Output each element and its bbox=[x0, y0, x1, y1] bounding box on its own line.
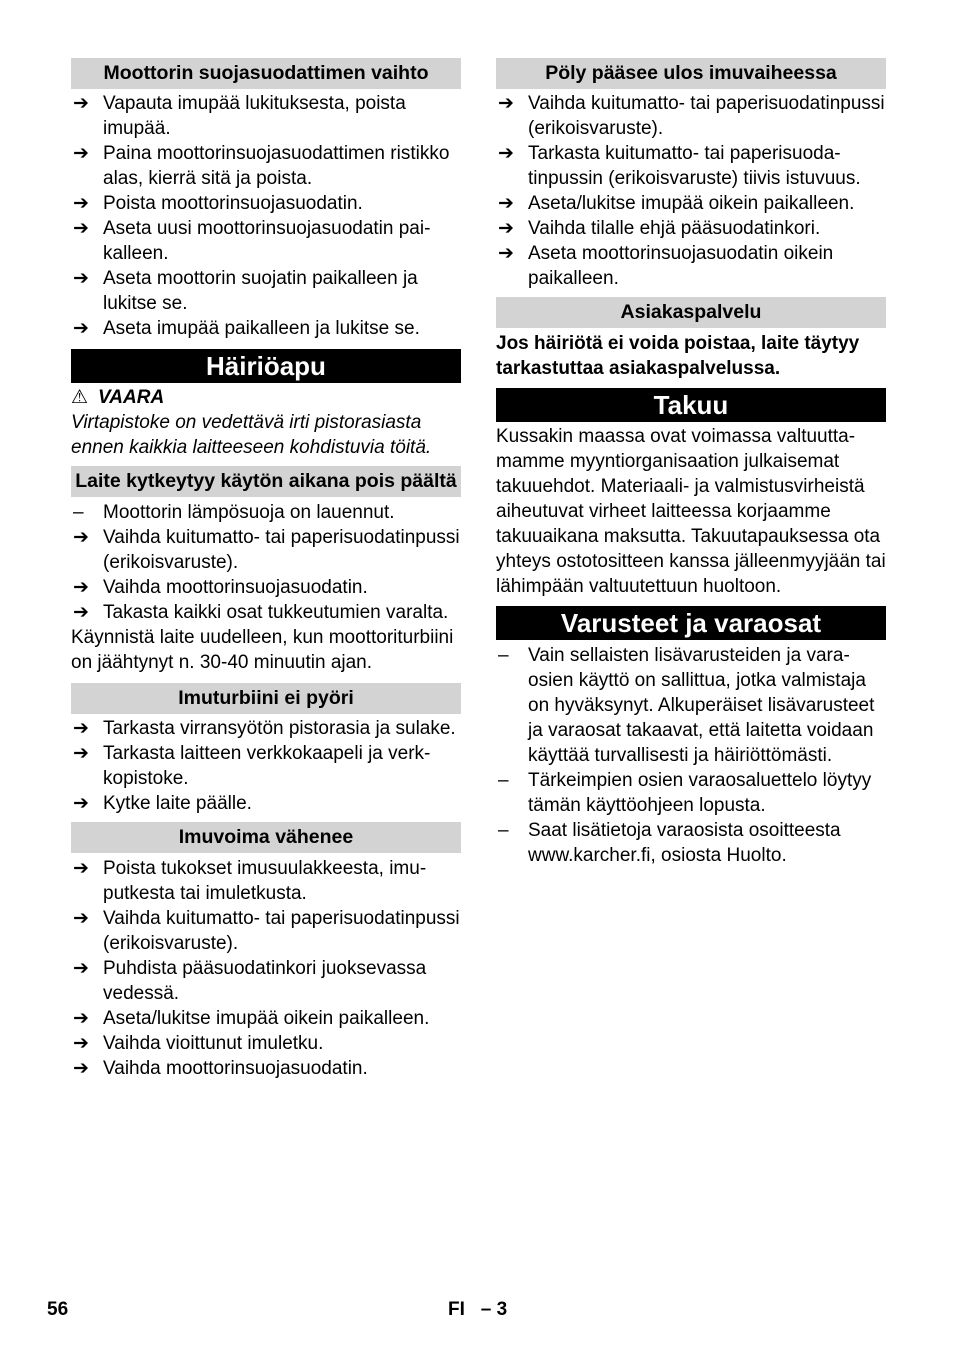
section-heading-dust: Pöly pääsee ulos imuvaiheessa bbox=[496, 58, 886, 89]
right-column bbox=[496, 58, 886, 868]
suction-steps bbox=[71, 856, 461, 1081]
list-item: ➔ Poista tukokset imusuulakkeesta, imuputkesta tai imuletkusta. bbox=[73, 858, 427, 904]
section-heading-turbine: Imuturbiini ei pyöri bbox=[71, 683, 461, 714]
arrow-icon: ➔ bbox=[73, 718, 89, 739]
arrow-icon: ➔ bbox=[73, 193, 89, 214]
list-item: ➔ Aseta imupää paikalleen ja lukitse se. bbox=[73, 318, 420, 339]
list-item: – Tärkeimpien osien varaosaluettelo löytyy tämän käyttöohjeen lopusta. bbox=[498, 770, 872, 816]
arrow-icon: ➔ bbox=[73, 1008, 89, 1029]
dash-marker: – bbox=[73, 502, 84, 523]
list-item: ➔ Paina moottorinsuojasuodattimen ristikko alas, kierrä sitä ja poista. bbox=[73, 143, 450, 189]
arrow-icon: ➔ bbox=[73, 743, 89, 764]
arrow-icon: ➔ bbox=[73, 958, 89, 979]
list-item: ➔ Vaihda kuitumatto- tai paperisuodatinpussi (erikoisvaruste). bbox=[73, 908, 460, 954]
list-item: ➔ Vaihda tilalle ehjä pääsuodatinkori. bbox=[498, 218, 821, 239]
list-item: ➔ Aseta moottorinsuojasuodatin oikein paikalleen. bbox=[498, 243, 834, 289]
arrow-icon: ➔ bbox=[498, 93, 514, 114]
list-item: ➔ Aseta/lukitse imupää oikein paikalleen. bbox=[498, 193, 855, 214]
left-column bbox=[71, 58, 461, 1081]
arrow-icon: ➔ bbox=[73, 218, 89, 239]
list-item: – Saat lisätietoja varaosista osoitteesta www.karcher.fi, osiosta Huolto. bbox=[498, 820, 841, 866]
list-item: ➔ Poista moottorinsuojasuodatin. bbox=[73, 193, 363, 214]
arrow-icon: ➔ bbox=[73, 318, 89, 339]
warning-title: ⚠ VAARA bbox=[71, 387, 165, 408]
arrow-icon: ➔ bbox=[498, 218, 514, 239]
heading-hairioapu: Häiriöapu bbox=[71, 349, 461, 383]
dust-steps bbox=[496, 91, 886, 291]
heading-takuu: Takuu bbox=[496, 388, 886, 422]
list-item: ➔ Vaihda moottorinsuojasuodatin. bbox=[73, 1058, 368, 1079]
list-item: ➔ Vapauta imupää lukituksesta, poista imupää. bbox=[73, 93, 406, 139]
arrow-icon: ➔ bbox=[73, 908, 89, 929]
arrow-icon: ➔ bbox=[73, 527, 89, 548]
arrow-icon: ➔ bbox=[73, 602, 89, 623]
arrow-icon: ➔ bbox=[73, 93, 89, 114]
arrow-icon: ➔ bbox=[498, 243, 514, 264]
arrow-icon: ➔ bbox=[73, 1058, 89, 1079]
arrow-icon: ➔ bbox=[73, 577, 89, 598]
dash-marker: – bbox=[498, 770, 509, 791]
arrow-icon: ➔ bbox=[498, 143, 514, 164]
list-item: ➔ Vaihda moottorinsuojasuodatin. bbox=[73, 577, 368, 598]
accessories-list bbox=[496, 643, 886, 868]
list-item: ➔ Tarkasta kuitumatto- tai paperisuodatinpussin (erikoisvaruste) tiivis istuvuus. bbox=[498, 143, 861, 189]
list-item: ➔ Aseta moottorin suojatin paikalleen ja lukitse se. bbox=[73, 268, 418, 314]
list-item: – Moottorin lämpösuoja on lauennut. bbox=[73, 502, 395, 523]
list-item: ➔ Tarkasta virransyötön pistorasia ja sulake. bbox=[73, 718, 456, 739]
warning-icon: ⚠ bbox=[71, 387, 89, 408]
warranty-text: Kussakin maassa ovat voimassa valtuuttamamme myyntiorganisaation julkaisemat takuuehdot. Materiaali- ja valmistusvirheistä aiheutuvat virheet laitteessa korjaamme takuuaikana maksutta. Takuutapauksessa ota yhteys ostotositteen kanssa jälleenmyyjään tai lähimpään valtuutettuun huoltoon. bbox=[496, 426, 886, 597]
arrow-icon: ➔ bbox=[73, 1033, 89, 1054]
shuts-off-steps bbox=[71, 500, 461, 625]
language-page-label: FI – 3 bbox=[448, 1299, 508, 1320]
section-heading-customer-service: Asiakaspalvelu bbox=[496, 297, 886, 328]
motor-filter-steps bbox=[71, 91, 461, 341]
customer-service-note: Jos häiriötä ei voida poistaa, laite täytyy tarkastuttaa asiakaspalvelussa. bbox=[496, 333, 860, 379]
heading-varusteet: Varusteet ja varaosat bbox=[496, 606, 886, 640]
list-item: ➔ Takasta kaikki osat tukkeutumien varalta. bbox=[73, 602, 449, 623]
arrow-icon: ➔ bbox=[73, 268, 89, 289]
list-item: ➔ Puhdista pääsuodatinkori juoksevassa vedessä. bbox=[73, 958, 427, 1004]
arrow-icon: ➔ bbox=[498, 193, 514, 214]
page-number: 56 bbox=[47, 1299, 69, 1320]
list-item: ➔ Aseta/lukitse imupää oikein paikalleen. bbox=[73, 1008, 430, 1029]
list-item: – Vain sellaisten lisävarusteiden ja varaosien käyttö on sallittua, jotka valmistaja on hyväksynyt. Alkuperäiset lisävarusteet ja varaosat takaavat, että laitetta voidaan käyttää turvallisesti ja häiriöttömästi. bbox=[498, 645, 875, 766]
restart-note: Käynnistä laite uudelleen, kun moottoriturbiini on jäähtynyt n. 30-40 minuutin ajan. bbox=[71, 627, 454, 673]
list-item: ➔ Vaihda kuitumatto- tai paperisuodatinpussi (erikoisvaruste). bbox=[73, 527, 460, 573]
warning-text: Virtapistoke on vedettävä irti pistorasiasta ennen kaikkia laitteeseen kohdistuvia töitä. bbox=[71, 412, 432, 458]
list-item: ➔ Tarkasta laitteen verkkokaapeli ja verkkopistoke. bbox=[73, 743, 431, 789]
list-item: ➔ Aseta uusi moottorinsuojasuodatin paikalleen. bbox=[73, 218, 431, 264]
list-item: ➔ Vaihda kuitumatto- tai paperisuodatinpussi (erikoisvaruste). bbox=[498, 93, 885, 139]
section-heading-shuts-off: Laite kytkeytyy käytön aikana pois päältä bbox=[71, 466, 461, 497]
dash-marker: – bbox=[498, 820, 509, 841]
section-heading-suction: Imuvoima vähenee bbox=[71, 822, 461, 853]
arrow-icon: ➔ bbox=[73, 143, 89, 164]
list-item: ➔ Kytke laite päälle. bbox=[73, 793, 252, 814]
arrow-icon: ➔ bbox=[73, 793, 89, 814]
turbine-steps bbox=[71, 716, 461, 816]
list-item: ➔ Vaihda vioittunut imuletku. bbox=[73, 1033, 324, 1054]
section-heading-motor-filter: Moottorin suojasuodattimen vaihto bbox=[71, 58, 461, 89]
dash-marker: – bbox=[498, 645, 509, 666]
arrow-icon: ➔ bbox=[73, 858, 89, 879]
